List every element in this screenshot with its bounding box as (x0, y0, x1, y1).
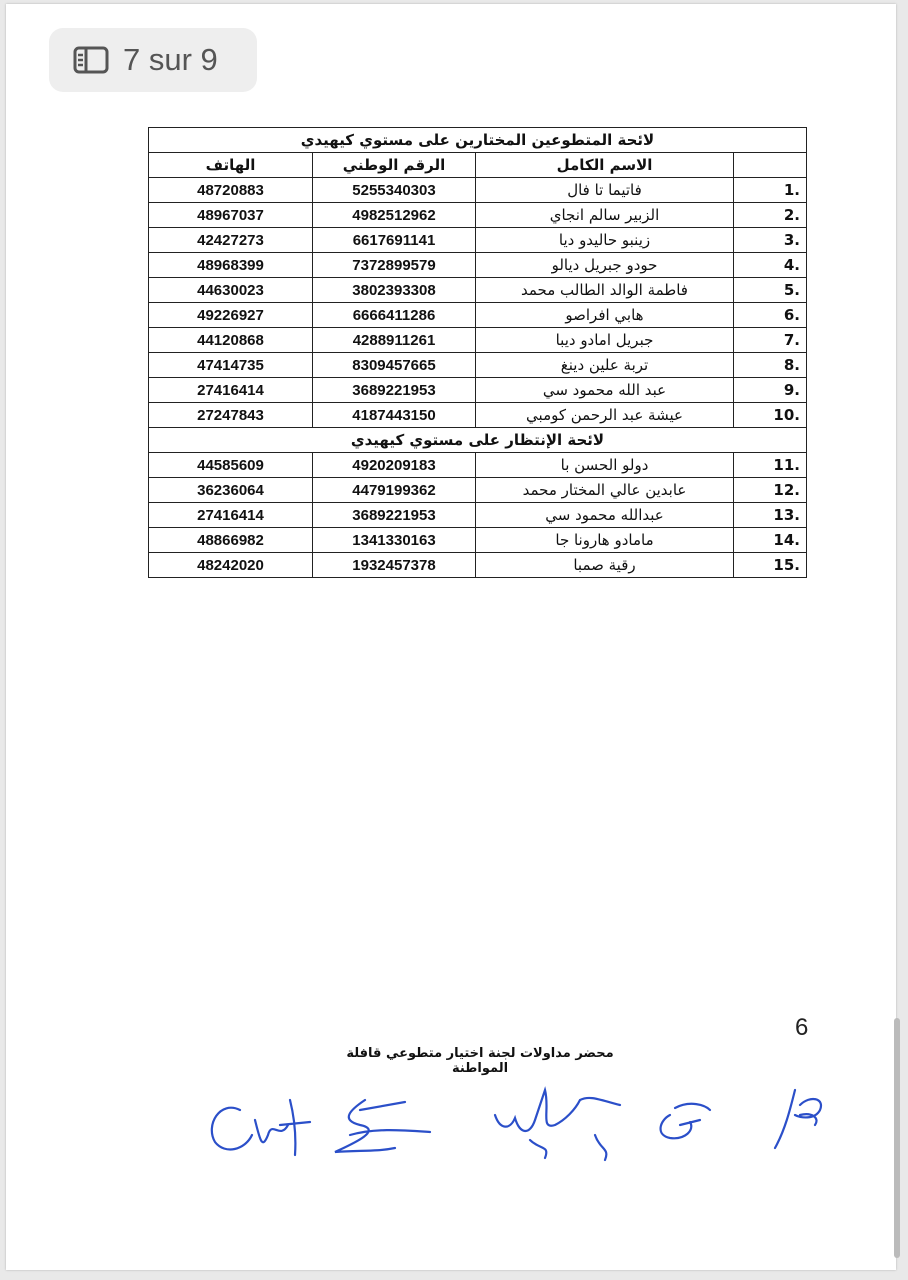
row-number: 15. (734, 553, 807, 578)
table-row (149, 553, 807, 578)
row-phone: 44585609 (149, 453, 313, 478)
row-national-id: 1932457378 (313, 553, 476, 578)
table-row (149, 378, 807, 403)
row-national-id: 8309457665 (313, 353, 476, 378)
row-national-id: 6617691141 (313, 228, 476, 253)
row-national-id: 6666411286 (313, 303, 476, 328)
row-national-id: 1341330163 (313, 528, 476, 553)
row-name: فاطمة الوالد الطالب محمد (476, 278, 734, 303)
row-name: جبريل امادو ديبا (476, 328, 734, 353)
row-phone: 44630023 (149, 278, 313, 303)
row-number: 4. (734, 253, 807, 278)
row-number: 3. (734, 228, 807, 253)
header-national-id: الرقم الوطني (313, 153, 476, 178)
row-phone: 49226927 (149, 303, 313, 328)
table-title-row (149, 128, 807, 153)
table-row (149, 278, 807, 303)
row-number: 8. (734, 353, 807, 378)
row-name: حودو جبريل ديالو (476, 253, 734, 278)
row-name: فاتيما تا فال (476, 178, 734, 203)
row-number: 11. (734, 453, 807, 478)
table-row (149, 178, 807, 203)
table-row (149, 528, 807, 553)
waiting-title-row (149, 428, 807, 453)
table-row (149, 328, 807, 353)
row-phone: 36236064 (149, 478, 313, 503)
row-national-id: 4920209183 (313, 453, 476, 478)
page-number: 6 (795, 1014, 809, 1041)
row-national-id: 4288911261 (313, 328, 476, 353)
row-name: عبدالله محمود سي (476, 503, 734, 528)
row-national-id: 4982512962 (313, 203, 476, 228)
row-phone: 48968399 (149, 253, 313, 278)
sidebar-icon[interactable] (73, 46, 109, 74)
signature-3 (495, 1090, 620, 1160)
volunteers-table (148, 127, 807, 578)
row-number: 2. (734, 203, 807, 228)
row-phone: 48866982 (149, 528, 313, 553)
handwritten-signatures (200, 1080, 840, 1190)
row-name: مامادو هارونا جا (476, 528, 734, 553)
row-phone: 47414735 (149, 353, 313, 378)
row-national-id: 3689221953 (313, 503, 476, 528)
table-row (149, 478, 807, 503)
table-header-row (149, 153, 807, 178)
row-number: 5. (734, 278, 807, 303)
row-number: 14. (734, 528, 807, 553)
page-indicator-label: 7 sur 9 (123, 42, 218, 77)
table-row (149, 453, 807, 478)
header-phone: الهاتف (149, 153, 313, 178)
row-name: رقية صمبا (476, 553, 734, 578)
row-number: 6. (734, 303, 807, 328)
signature-2 (335, 1100, 430, 1152)
row-phone: 42427273 (149, 228, 313, 253)
row-phone: 27247843 (149, 403, 313, 428)
signature-4 (661, 1104, 710, 1138)
row-name: عبد الله محمود سي (476, 378, 734, 403)
row-name: هابي افراصو (476, 303, 734, 328)
header-name: الاسم الكامل (476, 153, 734, 178)
row-phone: 27416414 (149, 503, 313, 528)
row-number: 12. (734, 478, 807, 503)
row-national-id: 4479199362 (313, 478, 476, 503)
row-national-id: 5255340303 (313, 178, 476, 203)
row-number: 7. (734, 328, 807, 353)
table-row (149, 253, 807, 278)
row-phone: 48967037 (149, 203, 313, 228)
scrollbar[interactable] (894, 1018, 900, 1258)
row-national-id: 7372899579 (313, 253, 476, 278)
row-phone: 44120868 (149, 328, 313, 353)
row-phone: 48720883 (149, 178, 313, 203)
row-national-id: 3689221953 (313, 378, 476, 403)
signature-5 (775, 1090, 821, 1148)
table-row (149, 203, 807, 228)
table-row (149, 303, 807, 328)
table-row (149, 228, 807, 253)
row-national-id: 3802393308 (313, 278, 476, 303)
row-number: 13. (734, 503, 807, 528)
selected-list-title: لائحة المتطوعين المختارين على مستوي كيهيدي (149, 128, 807, 153)
row-name: زينبو حاليدو ديا (476, 228, 734, 253)
row-name: عابدين عالي المختار محمد (476, 478, 734, 503)
row-phone: 27416414 (149, 378, 313, 403)
table-row (149, 353, 807, 378)
table-row (149, 403, 807, 428)
row-name: دولو الحسن با (476, 453, 734, 478)
waiting-list-title: لائحة الإنتظار على مستوي كيهيدي (149, 428, 807, 453)
header-number (734, 153, 807, 178)
row-number: 10. (734, 403, 807, 428)
row-phone: 48242020 (149, 553, 313, 578)
table-row (149, 503, 807, 528)
row-national-id: 4187443150 (313, 403, 476, 428)
signature-1 (212, 1100, 310, 1155)
row-name: الزبير سالم انجاي (476, 203, 734, 228)
page-indicator[interactable] (49, 28, 257, 92)
row-number: 1. (734, 178, 807, 203)
row-name: عيشة عبد الرحمن كومبي (476, 403, 734, 428)
row-number: 9. (734, 378, 807, 403)
row-name: تربة علين دينغ (476, 353, 734, 378)
footer-caption: محضر مداولات لجنة اختيار متطوعي قافلة المواطنة (346, 1046, 614, 1076)
